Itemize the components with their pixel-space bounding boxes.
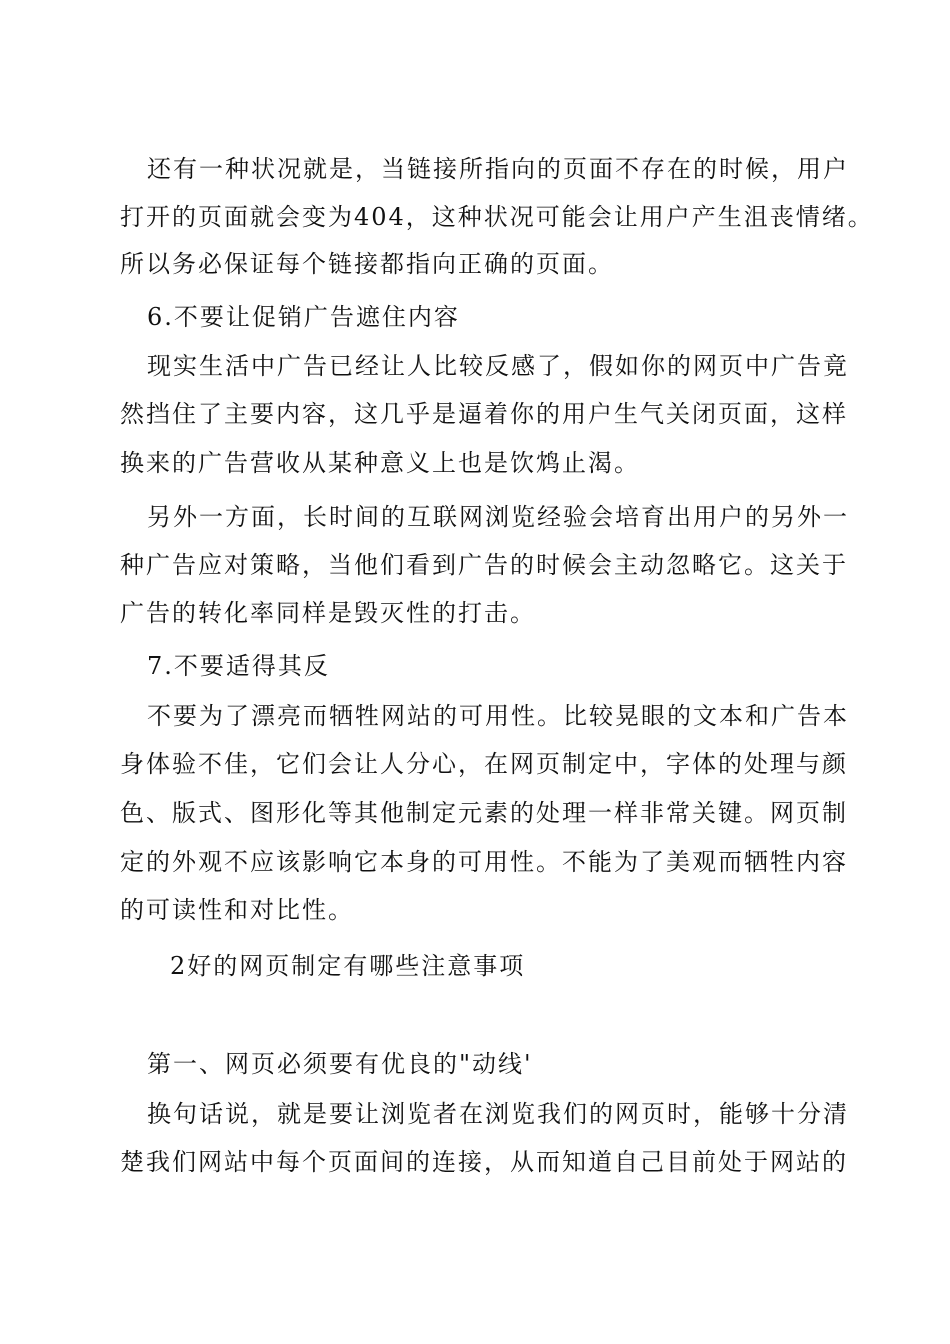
paragraph-line: 换来的广告营收从某种意义上也是饮鸩止渴。 [120,449,640,477]
paragraph-line: 楚我们网站中每个页面间的连接，从而知道自己目前处于网站的 [120,1148,848,1176]
paragraph-line: 不要为了漂亮而牺牲网站的可用性。比较晃眼的文本和广告本 [147,702,849,730]
paragraph-line: 种广告应对策略，当他们看到广告的时候会主动忽略它。这关于 [120,551,848,579]
paragraph-line: 色、版式、图形化等其他制定元素的处理一样非常关键。网页制 [120,799,848,827]
paragraph-line: 广告的转化率同样是毁灭性的打击。 [120,599,536,627]
paragraph-line: 换句话说，就是要让浏览者在浏览我们的网页时，能够十分清 [147,1100,849,1128]
section-heading: 6.不要让促销广告遮住内容 [147,303,460,331]
section-heading: 2好的网页制定有哪些注意事项 [170,952,526,980]
paragraph-line: 所以务必保证每个链接都指向正确的页面。 [120,250,614,278]
paragraph-line: 身体验不佳，它们会让人分心，在网页制定中，字体的处理与颜 [120,750,848,778]
paragraph-line: 然挡住了主要内容，这几乎是逼着你的用户生气关闭页面，这样 [120,400,848,428]
paragraph-line: 另外一方面，长时间的互联网浏览经验会培育出用户的另外一 [147,503,849,531]
section-heading: 7.不要适得其反 [147,652,330,680]
paragraph-line: 定的外观不应该影响它本身的可用性。不能为了美观而牺牲内容 [120,848,848,876]
paragraph-line: 的可读性和对比性。 [120,896,354,924]
paragraph-line: 还有一种状况就是，当链接所指向的页面不存在的时候，用户 [147,155,849,183]
section-heading: 第一、网页必须要有优良的"动线' [147,1050,533,1078]
paragraph-line: 打开的页面就会变为404，这种状况可能会让用户产生沮丧情绪。 [120,203,874,231]
paragraph-line: 现实生活中广告已经让人比较反感了，假如你的网页中广告竟 [147,352,849,380]
